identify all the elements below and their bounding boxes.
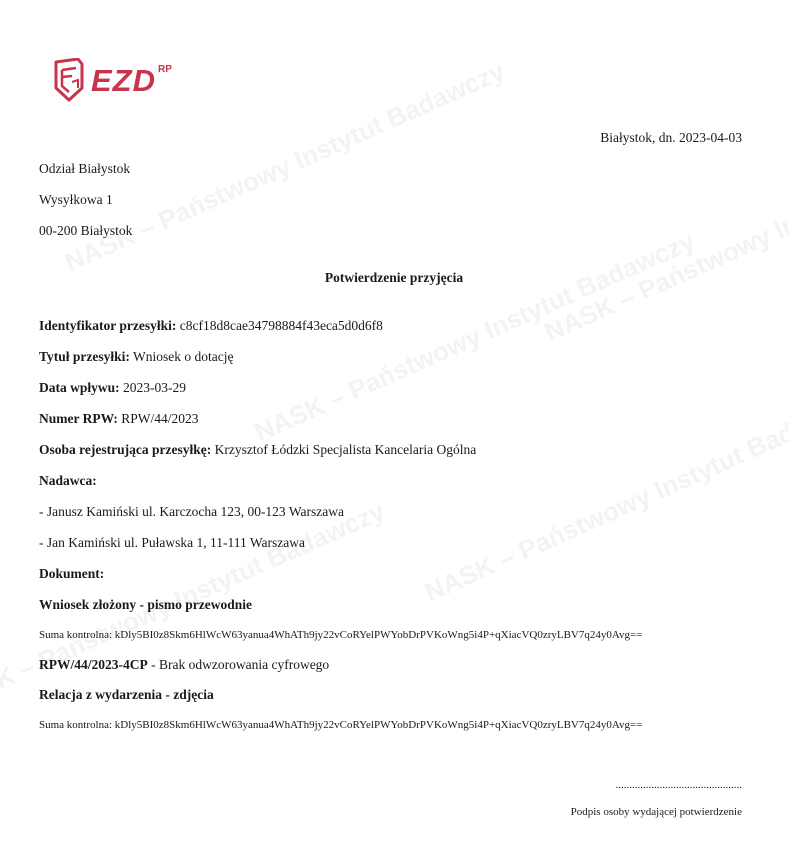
date-received-row	[39, 380, 186, 396]
subject-value: Wniosek o dotację	[133, 349, 234, 364]
address-line-2: Wysyłkowa 1	[39, 192, 113, 207]
document-rpw-code: RPW/44/2023-4CP	[39, 657, 148, 672]
registrar-row	[39, 442, 476, 458]
document-checksum-2: Suma kontrolna: kDly5BI0z8Skm6HlWcW63yanua4WhATh9jy22vCoRYelPWYobDrPVKoWng5i4P+qXiacVQ0zryLBV7q24y0Avg==	[39, 719, 643, 731]
document-rpw-row	[39, 657, 329, 673]
identifier-label: Identyfikator przesyłki:	[39, 318, 177, 333]
identifier-row	[39, 318, 383, 334]
ezd-logo	[52, 58, 172, 102]
registrar-label: Osoba rejestrująca przesyłkę:	[39, 442, 212, 457]
watermark-text	[540, 125, 788, 348]
document-title: Potwierdzenie przyjęcia	[324, 270, 464, 285]
document-title-1: Wniosek złożony - pismo przewodnie	[39, 597, 253, 612]
logo-superscript: RP	[158, 64, 172, 75]
watermark-text	[250, 225, 699, 448]
signature-caption: Podpis osoby wydającej potwierdzenie	[570, 806, 742, 818]
date-received-value: 2023-03-29	[123, 380, 187, 395]
signature-line: ..............................................	[615, 779, 742, 791]
watermark-text	[420, 385, 788, 608]
rpw-label: Numer RPW:	[39, 411, 118, 426]
sender-item: - Janusz Kamiński ul. Karczocha 123, 00-123 Warszawa	[39, 504, 344, 519]
document-rpw-note: - Brak odwzorowania cyfrowego	[147, 657, 330, 672]
sender-item: - Jan Kamiński ul. Puławska 1, 11-111 Warszawa	[39, 535, 305, 550]
subject-label: Tytuł przesyłki:	[39, 349, 130, 364]
document-title-2: Relacja z wydarzenia - zdjęcia	[39, 687, 214, 702]
date-received-label: Data wpływu:	[39, 380, 120, 395]
date-line: Białystok, dn. 2023-04-03	[600, 130, 742, 145]
rpw-value: RPW/44/2023	[121, 411, 199, 426]
document-label: Dokument:	[39, 566, 105, 581]
address-line-1: Odział Białystok	[39, 161, 131, 176]
subject-row	[39, 349, 233, 365]
document-checksum-1: Suma kontrolna: kDly5BI0z8Skm6HlWcW63yanua4WhATh9jy22vCoRYelPWYobDrPVKoWng5i4P+qXiacVQ0zryLBV7q24y0Avg==	[39, 629, 643, 641]
identifier-value: c8cf18d8cae34798884f43eca5d0d6f8	[179, 318, 383, 333]
sender-label: Nadawca:	[39, 473, 97, 488]
logo-text: EZD	[91, 63, 156, 98]
ezd-shield-icon	[52, 58, 86, 102]
rpw-row	[39, 411, 199, 427]
registrar-value: Krzysztof Łódzki Specjalista Kancelaria Ogólna	[214, 442, 477, 457]
address-line-3: 00-200 Białystok	[39, 223, 133, 238]
